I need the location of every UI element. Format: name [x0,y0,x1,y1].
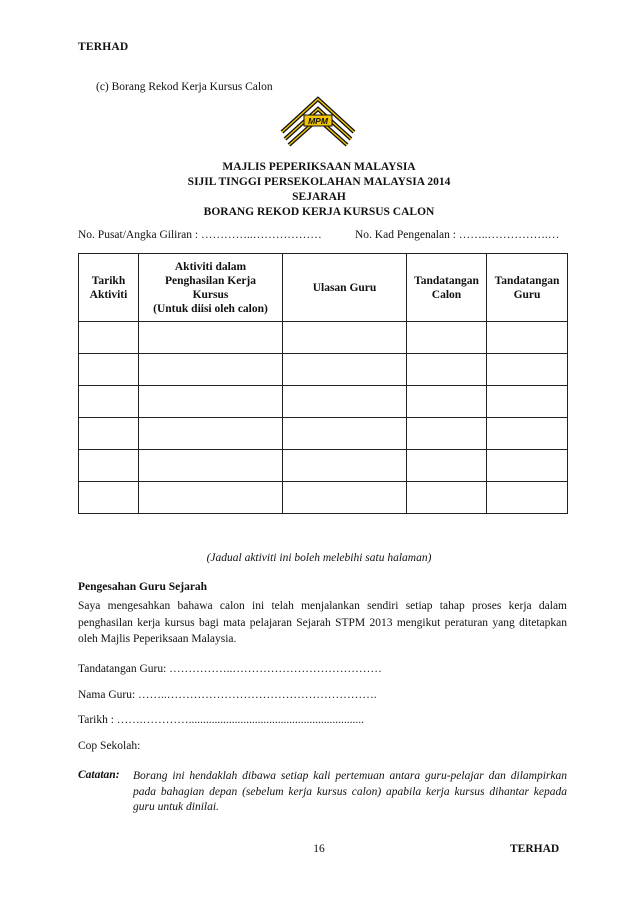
header-candidate-signature: Tandatangan Calon [407,254,487,322]
cell-activity[interactable] [139,450,283,482]
cell-activity[interactable] [139,418,283,450]
cell-teacher-sign[interactable] [487,418,568,450]
cell-date[interactable] [79,482,139,514]
confirmation-paragraph: Saya mengesahkan bahawa calon ini telah menjalankan sendiri setiap tahap proses kerja dalam penghasilan kerja kursus bagi mata pelajaran Sejarah STPM 2013 mengikut peraturan yang ditetapkan oleh Majlis Peperiksaan Malaysia. [78,600,567,645]
table-note: (Jadual aktiviti ini boleh melebihi satu halaman) [206,552,432,564]
cell-date[interactable] [79,354,139,386]
cell-comment[interactable] [283,386,407,418]
centre-number-field[interactable]: No. Pusat/Angka Giliran : …………..……………… [78,229,322,241]
cell-comment[interactable] [283,418,407,450]
header-date-activity: Tarikh Aktiviti [79,254,139,322]
table-row [79,450,568,482]
cell-candidate-sign[interactable] [407,354,487,386]
cell-teacher-sign[interactable] [487,450,568,482]
mpm-logo [280,96,356,148]
logo-text: MPM [308,116,328,126]
cell-candidate-sign[interactable] [407,386,487,418]
table-header-row [79,254,568,322]
confirmation-heading: Pengesahan Guru Sejarah [78,581,208,593]
title-form: BORANG REKOD KERJA KURSUS CALON [203,206,435,218]
cell-teacher-sign[interactable] [487,354,568,386]
cell-teacher-sign[interactable] [487,482,568,514]
teacher-name-field[interactable]: Nama Guru: ……..………………………………………………. [78,689,377,701]
date-field[interactable]: Tarikh : …….…………............................................................. [78,714,365,726]
table-row [79,322,568,354]
title-certificate: SIJIL TINGGI PERSEKOLAHAN MALAYSIA 2014 [187,176,451,188]
cell-teacher-sign[interactable] [487,386,568,418]
remark-label: Catatan: [78,769,120,781]
cell-comment[interactable] [283,482,407,514]
title-council: MAJLIS PEPERIKSAAN MALAYSIA [222,161,416,173]
table-row [79,482,568,514]
header-teacher-comment: Ulasan Guru [283,254,407,322]
classification-header: TERHAD [78,41,129,53]
cell-candidate-sign[interactable] [407,418,487,450]
table-row [79,418,568,450]
table-row [79,354,568,386]
table-body [79,322,568,514]
cell-activity[interactable] [139,482,283,514]
cell-date[interactable] [79,386,139,418]
cell-candidate-sign[interactable] [407,322,487,354]
title-subject: SEJARAH [292,191,346,203]
cell-teacher-sign[interactable] [487,322,568,354]
cell-candidate-sign[interactable] [407,482,487,514]
table-row [79,386,568,418]
classification-footer: TERHAD [510,843,560,855]
cell-activity[interactable] [139,322,283,354]
teacher-signature-field[interactable]: Tandatangan Guru: ……………..………………………………… [78,663,382,675]
cell-date[interactable] [79,418,139,450]
header-activity-description: Aktiviti dalam Penghasilan Kerja Kursus (Untuk diisi oleh calon) [139,254,283,322]
cell-date[interactable] [79,322,139,354]
school-stamp-field[interactable]: Cop Sekolah: [78,740,141,752]
header-teacher-signature: Tandatangan Guru [487,254,568,322]
ic-number-field[interactable]: No. Kad Pengenalan : ……..…………….… [355,229,560,241]
cell-candidate-sign[interactable] [407,450,487,482]
cell-activity[interactable] [139,386,283,418]
cell-comment[interactable] [283,450,407,482]
section-label: (c) Borang Rekod Kerja Kursus Calon [96,81,273,93]
cell-comment[interactable] [283,322,407,354]
form-titles [0,160,638,220]
remark-text: Borang ini hendaklah dibawa setiap kali pertemuan antara guru-pelajar dan dilampirkan pada bahagian depan (sebelum kerja kursus calon) apabila kerja kursus dihantar kepada guru untuk dinilai. [133,770,567,813]
cell-date[interactable] [79,450,139,482]
cell-activity[interactable] [139,354,283,386]
cell-comment[interactable] [283,354,407,386]
page-number: 16 [313,843,325,855]
activity-record-table [78,253,568,514]
